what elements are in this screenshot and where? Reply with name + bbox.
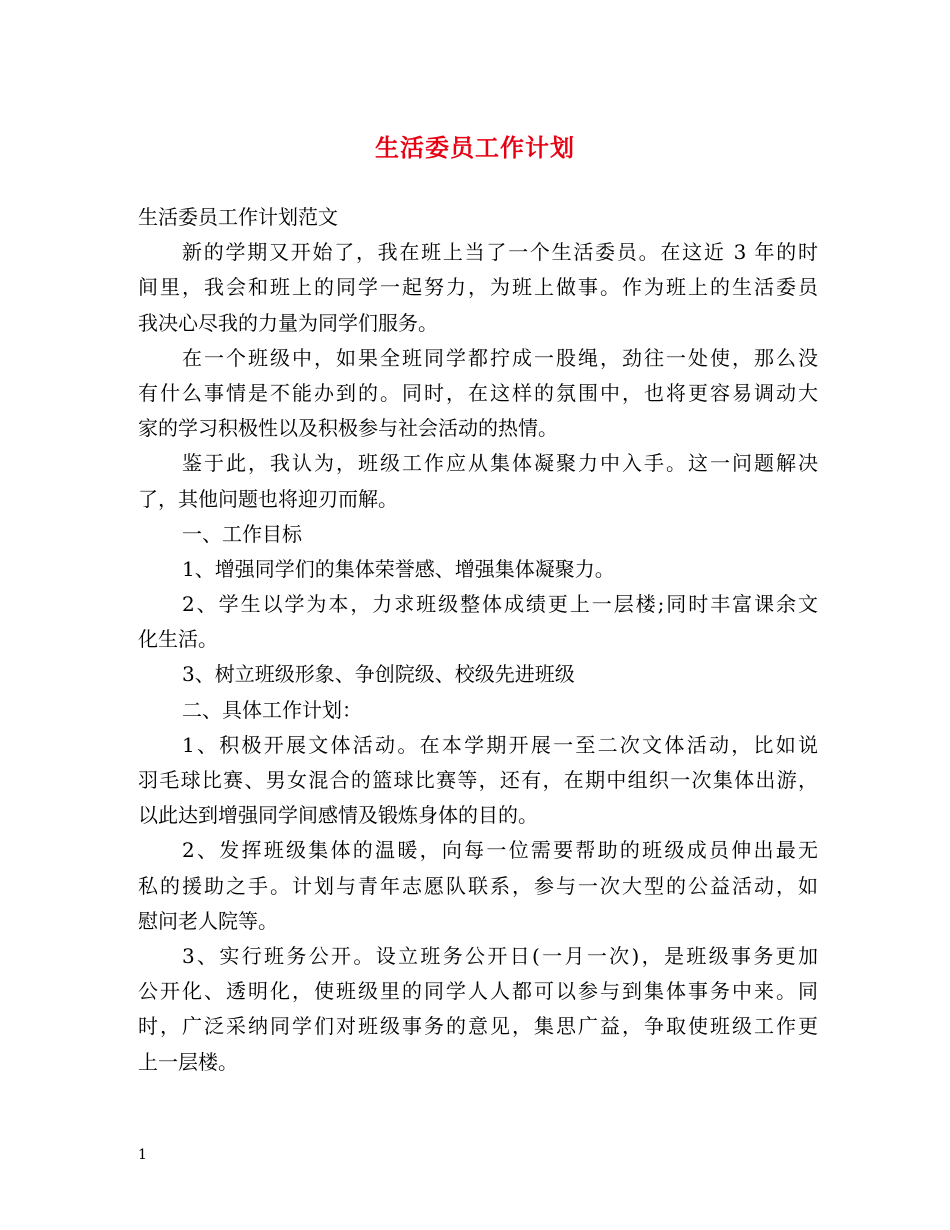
list-item-line: 羽毛球比赛、男女混合的篮球比赛等，还有，在期中组织一次集体出游， <box>138 768 818 792</box>
paragraph-line: 了，其他问题也将迎刃而解。 <box>138 486 398 511</box>
list-item-line: 私的援助之手。计划与青年志愿队联系，参与一次大型的公益活动，如 <box>138 873 818 898</box>
list-item-line: 3、树立班级形象、争创院级、校级先进班级 <box>182 662 575 687</box>
list-item-line: 1、增强同学们的集体荣誉感、增强集体凝聚力。 <box>182 556 615 581</box>
list-item-line: 3、实行班务公开。设立班务公开日(一月一次)，是班级事务更加 <box>182 943 818 968</box>
list-item-line: 1、积极开展文体活动。在本学期开展一至二次文体活动，比如说 <box>182 732 818 757</box>
list-item-line: 以此达到增强同学间感情及锻炼身体的目的。 <box>138 803 538 828</box>
list-item-line: 化生活。 <box>138 627 218 652</box>
document-title: 生活委员工作计划 <box>375 133 575 162</box>
list-item-line: 2、发挥班级集体的温暖，向每一位需要帮助的班级成员伸出最无 <box>182 838 818 863</box>
list-item-line: 上一层楼。 <box>138 1049 238 1074</box>
paragraph-line: 新的学期又开始了，我在班上当了一个生活委员。在这近 3 年的时 <box>182 240 818 265</box>
section-heading: 二、具体工作计划： <box>182 697 362 722</box>
paragraph-line: 我决心尽我的力量为同学们服务。 <box>138 310 438 335</box>
subtitle-line: 生活委员工作计划范文 <box>138 205 338 229</box>
list-item-line: 时，广泛采纳同学们对班级事务的意见，集思广益，争取使班级工作更 <box>138 1014 818 1039</box>
document-body <box>138 200 818 1080</box>
paragraph-line: 在一个班级中，如果全班同学都拧成一股绳，劲往一处使，那么没 <box>182 345 818 370</box>
paragraph-line: 鉴于此，我认为，班级工作应从集体凝聚力中入手。这一问题解决 <box>182 451 818 476</box>
paragraph-line: 家的学习积极性以及积极参与社会活动的热情。 <box>138 416 558 441</box>
list-item-line: 公开化、透明化，使班级里的同学人人都可以参与到集体事务中来。同 <box>138 979 818 1004</box>
section-heading: 一、工作目标 <box>182 521 302 546</box>
list-item-line: 慰问老人院等。 <box>138 908 278 933</box>
page-number: 1 <box>138 1147 147 1163</box>
list-item-line: 2、学生以学为本，力求班级整体成绩更上一层楼;同时丰富课余文 <box>182 592 818 617</box>
paragraph-line: 间里，我会和班上的同学一起努力，为班上做事。作为班上的生活委员 <box>138 275 818 300</box>
paragraph-line: 有什么事情是不能办到的。同时，在这样的氛围中，也将更容易调动大 <box>138 380 818 405</box>
